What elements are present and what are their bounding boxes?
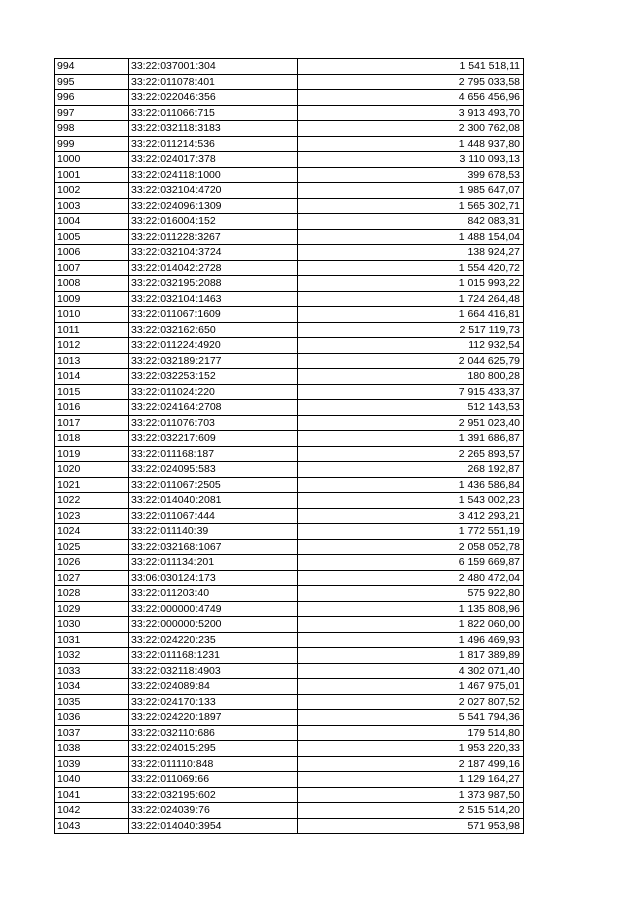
table-row (55, 462, 524, 478)
cadastral-number-cell: 33:22:011168:187 (129, 446, 298, 462)
value-cell: 2 951 023,40 (298, 415, 524, 431)
table-row (55, 260, 524, 276)
row-number-cell: 1015 (55, 384, 129, 400)
cadastral-number-cell: 33:22:011067:1609 (129, 307, 298, 323)
cadastral-number-cell: 33:22:022046:356 (129, 90, 298, 106)
value-cell: 2 058 052,78 (298, 539, 524, 555)
table-body (55, 59, 524, 834)
value-cell: 2 044 625,79 (298, 353, 524, 369)
row-number-cell: 1029 (55, 601, 129, 617)
row-number-cell: 1035 (55, 694, 129, 710)
cadastral-number-cell: 33:22:024164:2708 (129, 400, 298, 416)
row-number-cell: 997 (55, 105, 129, 121)
value-cell: 512 143,53 (298, 400, 524, 416)
table-row (55, 694, 524, 710)
cadastral-number-cell: 33:22:011224:4920 (129, 338, 298, 354)
cadastral-number-cell: 33:22:032118:4903 (129, 663, 298, 679)
document-page (54, 58, 524, 834)
row-number-cell: 1025 (55, 539, 129, 555)
row-number-cell: 1006 (55, 245, 129, 261)
table-row (55, 446, 524, 462)
value-cell: 1 724 264,48 (298, 291, 524, 307)
value-cell: 2 187 499,16 (298, 756, 524, 772)
row-number-cell: 1009 (55, 291, 129, 307)
row-number-cell: 1030 (55, 617, 129, 633)
row-number-cell: 1001 (55, 167, 129, 183)
table-row (55, 307, 524, 323)
row-number-cell: 995 (55, 74, 129, 90)
row-number-cell: 1036 (55, 710, 129, 726)
row-number-cell: 1032 (55, 648, 129, 664)
value-cell: 1 543 002,23 (298, 493, 524, 509)
row-number-cell: 1034 (55, 679, 129, 695)
value-cell: 1 985 647,07 (298, 183, 524, 199)
value-cell: 1 565 302,71 (298, 198, 524, 214)
cadastral-number-cell: 33:22:024095:583 (129, 462, 298, 478)
value-cell: 7 915 433,37 (298, 384, 524, 400)
cadastral-number-cell: 33:22:016004:152 (129, 214, 298, 230)
cadastral-number-cell: 33:22:011024:220 (129, 384, 298, 400)
row-number-cell: 1026 (55, 555, 129, 571)
table-row (55, 167, 524, 183)
value-cell: 1 135 808,96 (298, 601, 524, 617)
cadastral-number-cell: 33:22:011168:1231 (129, 648, 298, 664)
row-number-cell: 1024 (55, 524, 129, 540)
value-cell: 1 373 987,50 (298, 787, 524, 803)
table-row (55, 787, 524, 803)
table-row (55, 338, 524, 354)
row-number-cell: 1016 (55, 400, 129, 416)
value-cell: 180 800,28 (298, 369, 524, 385)
table-row (55, 322, 524, 338)
value-cell: 1 554 420,72 (298, 260, 524, 276)
row-number-cell: 998 (55, 121, 129, 137)
row-number-cell: 1040 (55, 772, 129, 788)
cadastral-number-cell: 33:22:024089:84 (129, 679, 298, 695)
table-row (55, 105, 524, 121)
value-cell: 1 467 975,01 (298, 679, 524, 695)
cadastral-number-cell: 33:22:011067:444 (129, 508, 298, 524)
cadastral-number-cell: 33:22:011069:66 (129, 772, 298, 788)
row-number-cell: 1008 (55, 276, 129, 292)
row-number-cell: 1043 (55, 818, 129, 834)
value-cell: 179 514,80 (298, 725, 524, 741)
value-cell: 1 436 586,84 (298, 477, 524, 493)
table-row (55, 725, 524, 741)
table-row (55, 679, 524, 695)
table-row (55, 431, 524, 447)
row-number-cell: 1017 (55, 415, 129, 431)
value-cell: 138 924,27 (298, 245, 524, 261)
cadastral-number-cell: 33:22:024170:133 (129, 694, 298, 710)
table-row (55, 586, 524, 602)
row-number-cell: 1039 (55, 756, 129, 772)
cadastral-number-cell: 33:22:037001:304 (129, 59, 298, 75)
value-cell: 5 541 794,36 (298, 710, 524, 726)
row-number-cell: 1018 (55, 431, 129, 447)
table-row (55, 648, 524, 664)
cadastral-number-cell: 33:22:011203:40 (129, 586, 298, 602)
cadastral-number-cell: 33:22:011134:201 (129, 555, 298, 571)
value-cell: 3 110 093,13 (298, 152, 524, 168)
cadastral-number-cell: 33:22:011228:3267 (129, 229, 298, 245)
value-cell: 3 913 493,70 (298, 105, 524, 121)
cadastral-number-cell: 33:22:032110:686 (129, 725, 298, 741)
value-cell: 6 159 669,87 (298, 555, 524, 571)
row-number-cell: 1005 (55, 229, 129, 245)
table-row (55, 214, 524, 230)
value-cell: 1 541 518,11 (298, 59, 524, 75)
cadastral-number-cell: 33:22:011078:401 (129, 74, 298, 90)
cadastral-number-cell: 33:22:032104:4720 (129, 183, 298, 199)
row-number-cell: 1020 (55, 462, 129, 478)
table-row (55, 524, 524, 540)
table-row (55, 756, 524, 772)
cadastral-number-cell: 33:22:000000:5200 (129, 617, 298, 633)
row-number-cell: 1021 (55, 477, 129, 493)
row-number-cell: 1031 (55, 632, 129, 648)
cadastral-number-cell: 33:22:011067:2505 (129, 477, 298, 493)
cadastral-number-cell: 33:22:024017:378 (129, 152, 298, 168)
value-cell: 1 129 164,27 (298, 772, 524, 788)
row-number-cell: 1033 (55, 663, 129, 679)
value-cell: 2 265 893,57 (298, 446, 524, 462)
table-row (55, 400, 524, 416)
cadastral-number-cell: 33:22:024039:76 (129, 803, 298, 819)
row-number-cell: 1014 (55, 369, 129, 385)
table-row (55, 632, 524, 648)
cadastral-number-cell: 33:22:024015:295 (129, 741, 298, 757)
cadastral-number-cell: 33:22:032253:152 (129, 369, 298, 385)
row-number-cell: 1037 (55, 725, 129, 741)
cadastral-number-cell: 33:06:030124:173 (129, 570, 298, 586)
table-row (55, 741, 524, 757)
row-number-cell: 1042 (55, 803, 129, 819)
value-cell: 1 488 154,04 (298, 229, 524, 245)
value-cell: 268 192,87 (298, 462, 524, 478)
value-cell: 842 083,31 (298, 214, 524, 230)
table-row (55, 663, 524, 679)
table-row (55, 59, 524, 75)
value-cell: 571 953,98 (298, 818, 524, 834)
cadastral-number-cell: 33:22:032168:1067 (129, 539, 298, 555)
value-cell: 2 515 514,20 (298, 803, 524, 819)
table-row (55, 353, 524, 369)
row-number-cell: 1028 (55, 586, 129, 602)
row-number-cell: 1012 (55, 338, 129, 354)
value-cell: 575 922,80 (298, 586, 524, 602)
value-cell: 1 496 469,93 (298, 632, 524, 648)
table-row (55, 601, 524, 617)
table-row (55, 291, 524, 307)
table-row (55, 415, 524, 431)
row-number-cell: 996 (55, 90, 129, 106)
table-row (55, 90, 524, 106)
row-number-cell: 999 (55, 136, 129, 152)
table-row (55, 818, 524, 834)
cadastral-number-cell: 33:22:011214:536 (129, 136, 298, 152)
cadastral-number-cell: 33:22:000000:4749 (129, 601, 298, 617)
row-number-cell: 1007 (55, 260, 129, 276)
value-cell: 399 678,53 (298, 167, 524, 183)
table-row (55, 276, 524, 292)
value-cell: 1 953 220,33 (298, 741, 524, 757)
value-cell: 2 300 762,08 (298, 121, 524, 137)
value-cell: 2 517 119,73 (298, 322, 524, 338)
cadastral-number-cell: 33:22:014042:2728 (129, 260, 298, 276)
cadastral-number-cell: 33:22:032195:602 (129, 787, 298, 803)
cadastral-number-cell: 33:22:032118:3183 (129, 121, 298, 137)
cadastral-value-table (54, 58, 524, 834)
cadastral-number-cell: 33:22:024096:1309 (129, 198, 298, 214)
table-row (55, 121, 524, 137)
table-row (55, 74, 524, 90)
table-row (55, 477, 524, 493)
row-number-cell: 1023 (55, 508, 129, 524)
row-number-cell: 1000 (55, 152, 129, 168)
cadastral-number-cell: 33:22:011110:848 (129, 756, 298, 772)
table-row (55, 508, 524, 524)
table-row (55, 710, 524, 726)
cadastral-number-cell: 33:22:032162:650 (129, 322, 298, 338)
row-number-cell: 1022 (55, 493, 129, 509)
table-row (55, 772, 524, 788)
row-number-cell: 1019 (55, 446, 129, 462)
value-cell: 1 664 416,81 (298, 307, 524, 323)
table-row (55, 136, 524, 152)
table-row (55, 198, 524, 214)
value-cell: 1 772 551,19 (298, 524, 524, 540)
value-cell: 1 822 060,00 (298, 617, 524, 633)
value-cell: 2 480 472,04 (298, 570, 524, 586)
cadastral-number-cell: 33:22:014040:2081 (129, 493, 298, 509)
value-cell: 3 412 293,21 (298, 508, 524, 524)
table-row (55, 617, 524, 633)
row-number-cell: 1038 (55, 741, 129, 757)
row-number-cell: 1003 (55, 198, 129, 214)
cadastral-number-cell: 33:22:032104:3724 (129, 245, 298, 261)
cadastral-number-cell: 33:22:032104:1463 (129, 291, 298, 307)
table-row (55, 384, 524, 400)
cadastral-number-cell: 33:22:011066:715 (129, 105, 298, 121)
table-row (55, 369, 524, 385)
table-row (55, 229, 524, 245)
table-row (55, 570, 524, 586)
value-cell: 2 795 033,58 (298, 74, 524, 90)
row-number-cell: 1011 (55, 322, 129, 338)
cadastral-number-cell: 33:22:011140:39 (129, 524, 298, 540)
cadastral-number-cell: 33:22:024118:1000 (129, 167, 298, 183)
row-number-cell: 1004 (55, 214, 129, 230)
table-row (55, 152, 524, 168)
table-row (55, 555, 524, 571)
value-cell: 1 015 993,22 (298, 276, 524, 292)
table-row (55, 245, 524, 261)
table-row (55, 183, 524, 199)
value-cell: 1 448 937,80 (298, 136, 524, 152)
row-number-cell: 1013 (55, 353, 129, 369)
row-number-cell: 994 (55, 59, 129, 75)
cadastral-number-cell: 33:22:032195:2088 (129, 276, 298, 292)
value-cell: 4 302 071,40 (298, 663, 524, 679)
cadastral-number-cell: 33:22:011076:703 (129, 415, 298, 431)
cadastral-number-cell: 33:22:032189:2177 (129, 353, 298, 369)
row-number-cell: 1010 (55, 307, 129, 323)
cadastral-number-cell: 33:22:032217:609 (129, 431, 298, 447)
value-cell: 1 391 686,87 (298, 431, 524, 447)
table-row (55, 493, 524, 509)
table-row (55, 803, 524, 819)
row-number-cell: 1027 (55, 570, 129, 586)
cadastral-number-cell: 33:22:024220:1897 (129, 710, 298, 726)
table-row (55, 539, 524, 555)
value-cell: 1 817 389,89 (298, 648, 524, 664)
value-cell: 112 932,54 (298, 338, 524, 354)
row-number-cell: 1002 (55, 183, 129, 199)
value-cell: 4 656 456,96 (298, 90, 524, 106)
row-number-cell: 1041 (55, 787, 129, 803)
cadastral-number-cell: 33:22:024220:235 (129, 632, 298, 648)
value-cell: 2 027 807,52 (298, 694, 524, 710)
cadastral-number-cell: 33:22:014040:3954 (129, 818, 298, 834)
